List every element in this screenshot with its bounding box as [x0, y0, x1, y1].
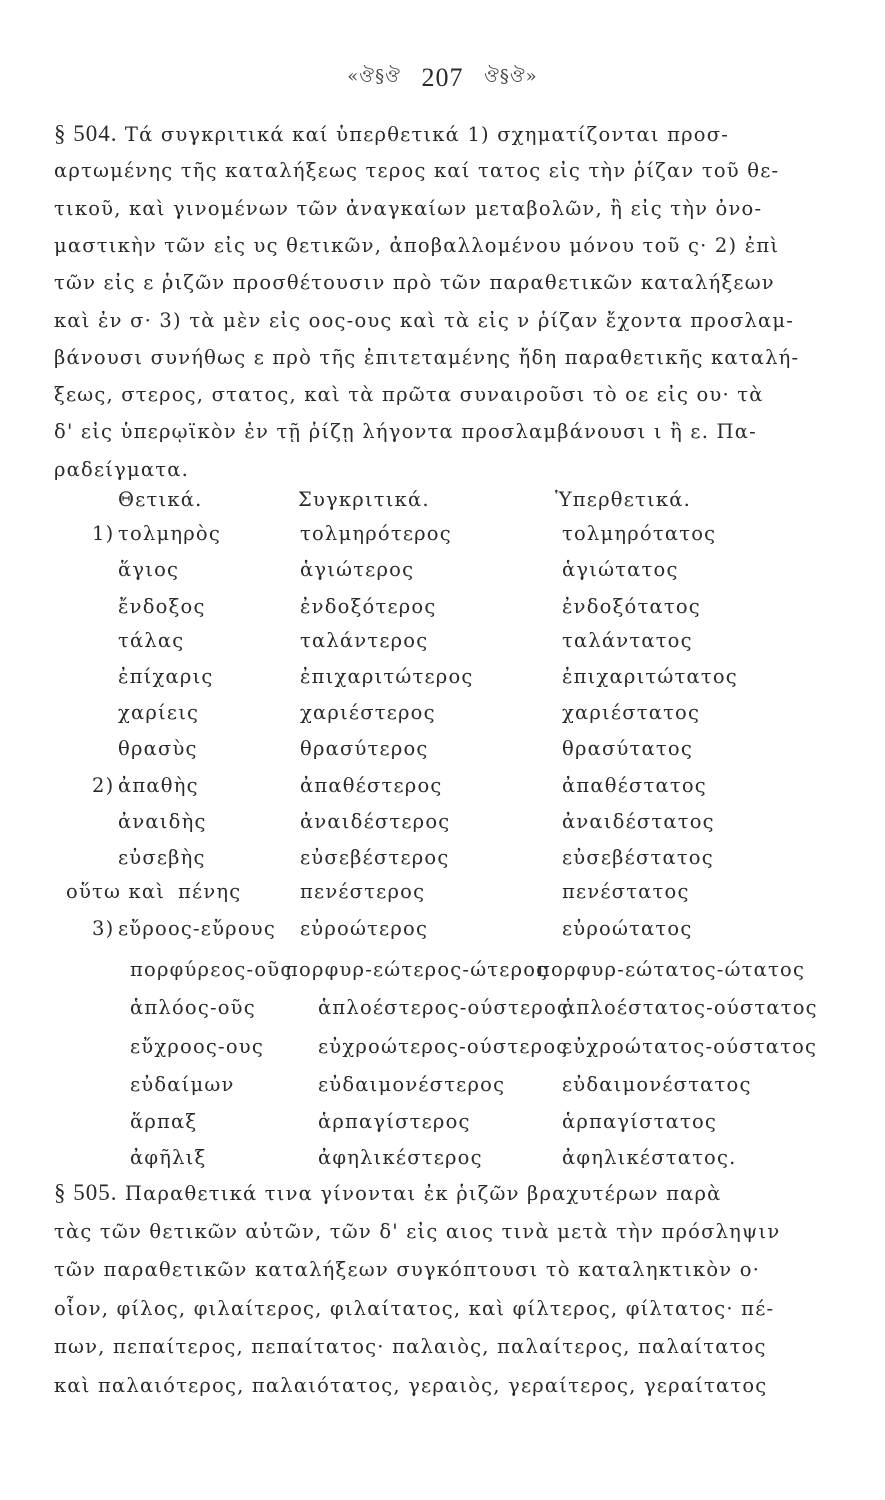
superlative-form: ἀναιδέστατος — [562, 810, 715, 833]
superlative-form: ἁγιώτατος — [562, 558, 679, 581]
positive-form: τολμηρὸς — [118, 522, 221, 545]
row-label: 2) — [92, 774, 115, 797]
comparative-form: εὐσεβέστερος — [300, 846, 450, 869]
line-text: πων, πεπαίτερος, πεπαίτατος· παλαιὸς, παλαίτερος, παλαίτατος — [54, 1335, 767, 1359]
text-line — [54, 1177, 844, 1210]
superlative-form: πενέστατος — [562, 880, 690, 903]
line-text: οἷον, φίλος, φιλαίτερος, φιλαίτατος, καὶ φίλτερος, φίλτατος· πέ- — [54, 1296, 775, 1320]
superlative-form: ἁπλοέστατος-ούστατος — [562, 996, 818, 1019]
line-text: καὶ παλαιότερος, παλαιότατος, γεραιὸς, γεραίτερος, γεραίτατος — [54, 1374, 768, 1397]
text-line — [54, 155, 844, 187]
page-header — [0, 62, 885, 93]
superlative-form: ἁρπαγίστατος — [562, 1110, 718, 1133]
row-label: οὕτω καὶ — [66, 880, 166, 903]
superlative-form: ταλάντατος — [562, 629, 693, 652]
text-line — [54, 342, 844, 374]
superlative-form: θρασύτατος — [562, 737, 693, 760]
comparative-form: εὐδαιμονέστερος — [318, 1073, 506, 1096]
superlative-form: ἐνδοξότατος — [562, 595, 701, 618]
text-line — [54, 1293, 844, 1325]
right-ornament: ঔ§ঔ» — [484, 66, 538, 87]
line-text: δ' εἰς ὑπερῳϊκὸν ἐν τῇ ῥίζῃ λήγοντα προσλαμβάνουσι ι ἢ ε. Πα- — [54, 420, 757, 444]
row-label: 3) — [92, 917, 115, 940]
comparative-form: τολμηρότερος — [300, 522, 452, 545]
column-header-positive: Θετικά. — [118, 488, 203, 511]
text-line — [54, 1254, 844, 1286]
text-line — [54, 305, 844, 337]
positive-form: ἀφῆλιξ — [130, 1146, 207, 1169]
line-text: Τά συγκριτικά καί ὑπερθετικά 1) σχηματίζονται προσ- — [117, 123, 730, 146]
comparative-form: ἁπλοέστερος-ούστερος — [318, 996, 570, 1019]
positive-form: πένης — [178, 880, 242, 903]
positive-form: πορφύρεος-οῦς — [130, 958, 293, 981]
positive-form: ἅρπαξ — [130, 1110, 198, 1133]
comparative-form: ἐνδοξότερος — [300, 595, 437, 618]
superlative-form: χαριέστατος — [562, 701, 701, 724]
text-line — [54, 1370, 844, 1402]
positive-form: εὔροος-εὔρους — [118, 917, 276, 940]
superlative-form: εὐσεβέστατος — [562, 846, 714, 869]
superlative-form: εὐδαιμονέστατος — [562, 1073, 752, 1096]
line-text: αρτωμένης τῆς καταλήξεως τερος καί τατος εἰς τὴν ῥίζαν τοῦ θε- — [54, 159, 780, 183]
superlative-form: ἀφηλικέστατος. — [562, 1146, 737, 1169]
positive-form: χαρίεις — [118, 701, 200, 724]
comparative-form: εὐχροώτερος-ούστερος — [318, 1035, 569, 1058]
line-text: τῶν εἰς ε ῥιζῶν προσθέτουσιν πρὸ τῶν παραθετικῶν καταλήξεων — [54, 271, 775, 295]
text-line — [54, 379, 844, 411]
section-number: § 504. — [54, 121, 118, 146]
text-line — [54, 1331, 844, 1363]
comparative-form: ἀπαθέστερος — [300, 774, 443, 797]
line-text: ραδείγματα. — [54, 457, 189, 481]
comparative-form: ἁγιώτερος — [300, 558, 415, 581]
comparative-form: ἁρπαγίστερος — [318, 1110, 471, 1133]
superlative-form: εὐχροώτατος-ούστατος — [562, 1035, 818, 1058]
text-line — [54, 454, 844, 486]
positive-form: εὐσεβὴς — [118, 846, 206, 869]
page-number: 207 — [421, 62, 464, 92]
superlative-form: ἀπαθέστατος — [562, 774, 707, 797]
left-ornament: «ঔ§ঔ — [347, 66, 401, 87]
positive-form: εὔχροος-ους — [130, 1035, 264, 1058]
positive-form: ἀναιδὴς — [118, 810, 207, 833]
line-text: τῶν παραθετικῶν καταλήξεων συγκόπτουσι τὸ καταληκτικὸν ο· — [54, 1258, 761, 1282]
superlative-form: ἐπιχαριτώτατος — [562, 665, 738, 688]
line-text: τικοῦ, καὶ γινομένων τῶν ἀναγκαίων μεταβολῶν, ἢ εἰς τὴν ὀνο- — [54, 196, 763, 220]
superlative-form: τολμηρότατος — [562, 522, 717, 545]
positive-form: ἅγιος — [118, 558, 180, 581]
positive-form: ἀπαθὴς — [118, 774, 199, 797]
section-number: § 505. — [54, 1180, 118, 1205]
comparative-form: χαριέστερος — [300, 701, 436, 724]
comparative-form: θρασύτερος — [300, 737, 429, 760]
comparative-form: πενέστερος — [300, 880, 426, 903]
column-header-comparative: Συγκριτικά. — [298, 488, 430, 511]
comparative-form: ταλάντερος — [300, 629, 429, 652]
row-label: 1) — [92, 522, 115, 545]
text-line — [54, 193, 844, 225]
line-text: καὶ ἐν σ· 3) τὰ μὲν εἰς οος-ους καὶ τὰ εἰς ν ῥίζαν ἔχοντα προσλαμ- — [54, 308, 795, 332]
positive-form: ἐπίχαρις — [118, 665, 214, 688]
positive-form: εὐδαίμων — [130, 1073, 235, 1096]
comparative-form: ἀφηλικέστερος — [318, 1146, 483, 1169]
comparative-form: πορφυρ-εώτερος-ώτερος — [285, 958, 549, 981]
positive-form: θρασὺς — [118, 737, 198, 760]
column-header-superlative: Ὑπερθετικά. — [555, 488, 691, 511]
line-text: ξεως, στερος, στατος, καὶ τὰ πρῶτα συναιροῦσι τὸ οε εἰς ου· τὰ — [54, 383, 764, 407]
comparative-form: ἐπιχαριτώτερος — [300, 665, 474, 688]
positive-form: ἁπλόος-οῦς — [130, 996, 256, 1019]
comparative-form: εὐροώτερος — [300, 917, 429, 940]
positive-form: ἔνδοξος — [118, 595, 206, 618]
line-text: μαστικὴν τῶν εἰς υς θετικῶν, ἀποβαλλομένου μόνου τοῦ ς· 2) ἐπὶ — [54, 233, 780, 257]
text-line — [54, 1216, 844, 1248]
positive-form: τάλας — [118, 629, 185, 652]
superlative-form: εὐροώτατος — [562, 917, 693, 940]
text-line — [54, 267, 844, 299]
line-text: Παραθετικά τινα γίνονται ἐκ ῥιζῶν βραχυτέρων παρὰ — [117, 1182, 722, 1205]
line-text: τὰς τῶν θετικῶν αὐτῶν, τῶν δ' εἰς αιος τινὰ μετὰ τὴν πρόσληψιν — [54, 1219, 781, 1243]
line-text: βάνουσι συνήθως ε πρὸ τῆς ἐπιτεταμένης ἤδη παραθετικῆς καταλή- — [54, 345, 800, 369]
comparative-form: ἀναιδέστερος — [300, 810, 451, 833]
superlative-form: πορφυρ-εώτατος-ώτατος — [537, 958, 806, 981]
text-line — [54, 118, 844, 151]
text-line — [54, 416, 844, 448]
text-line — [54, 230, 844, 262]
